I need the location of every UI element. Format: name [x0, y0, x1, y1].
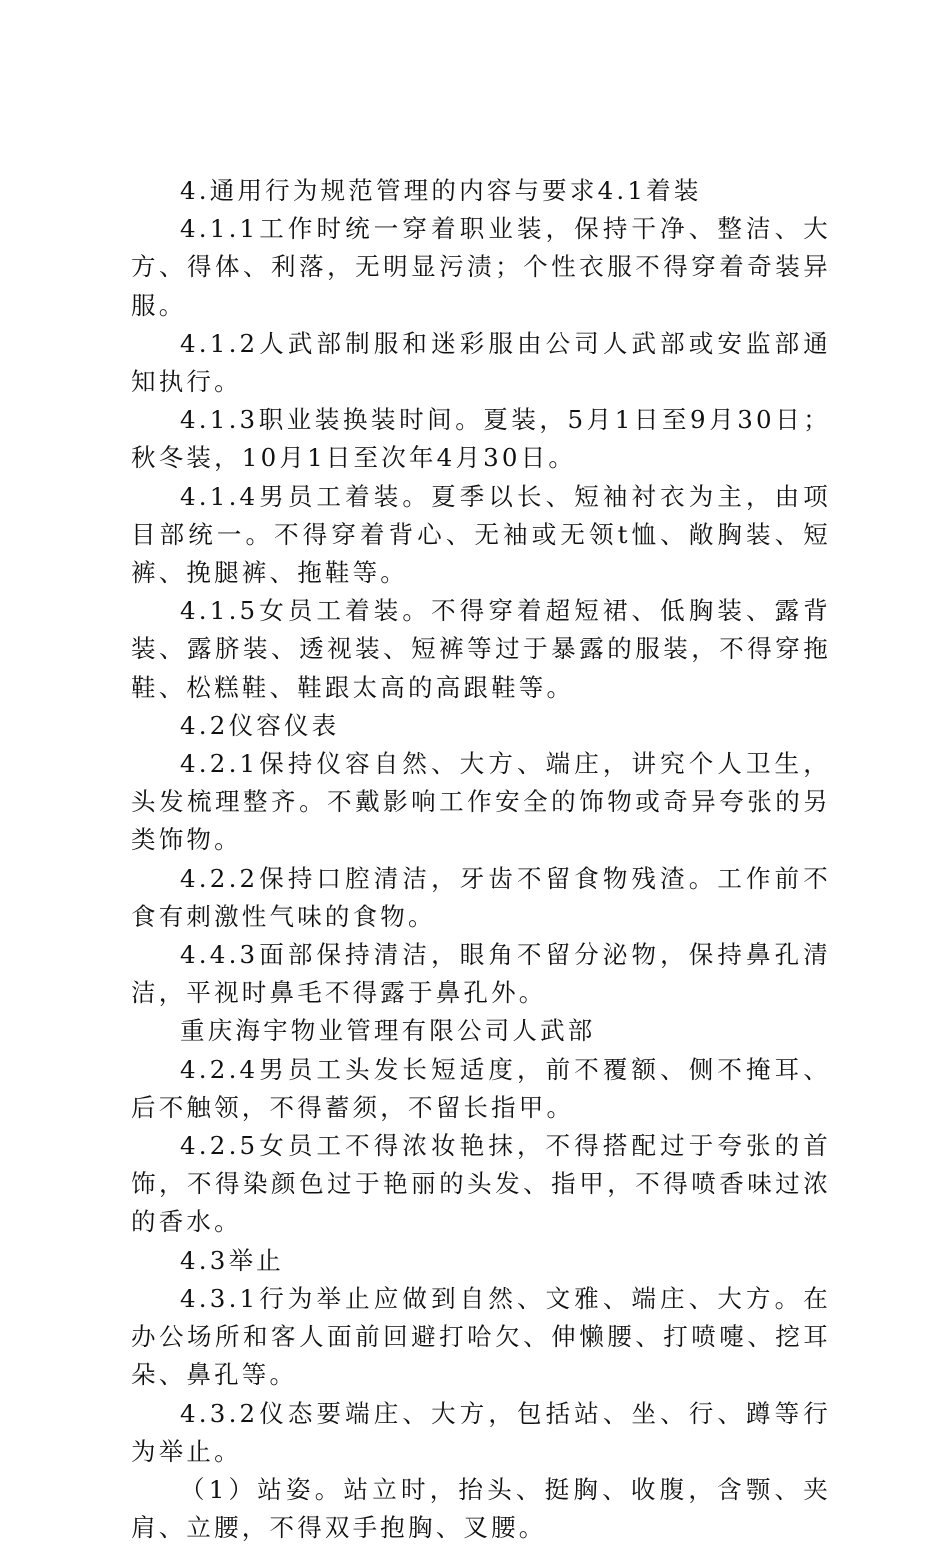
paragraph-4-3-heading: 4.3举止 — [180, 1245, 284, 1275]
paragraph-4-1-5: 4.1.5女员工着装。不得穿着超短裙、低胸装、露背装、露脐装、透视装、短裤等过于暴露的服装，不得穿拖鞋、松糕鞋、鞋跟太高的高跟鞋等。 — [131, 596, 831, 702]
paragraph-4-2-2: 4.2.2保持口腔清洁，牙齿不留食物残渣。工作前不食有刺激性气味的食物。 — [131, 863, 831, 931]
paragraph-4-2-5: 4.2.5女员工不得浓妆艳抹，不得搭配过于夸张的首饰，不得染颜色过于艳丽的头发、指甲，不得喷香味过浓的香水。 — [131, 1131, 831, 1237]
paragraph-4-1-1: 4.1.1工作时统一穿着职业装，保持干净、整洁、大方、得体、利落，无明显污渍；个性衣服不得穿着奇装异服。 — [131, 214, 831, 320]
paragraph-standing-posture: （1）站姿。站立时，抬头、挺胸、收腹，含颚、夹肩、立腰，不得双手抱胸、叉腰。 — [131, 1474, 831, 1543]
paragraph-4-3-2: 4.3.2仪态要端庄、大方，包括站、坐、行、蹲等行为举止。 — [131, 1398, 831, 1466]
paragraph-4-1-3: 4.1.3职业装换装时间。夏装，5月1日至9月30日；秋冬装，10月1日至次年4月30日。 — [131, 405, 831, 473]
document-body — [131, 172, 831, 1547]
paragraph-section-4-heading: 4.通用行为规范管理的内容与要求4.1着装 — [180, 176, 702, 205]
paragraph-4-2-4: 4.2.4男员工头发长短适度，前不覆额、侧不掩耳、后不触领，不得蓄须，不留长指甲。 — [131, 1054, 831, 1122]
paragraph-4-2-1: 4.2.1保持仪容自然、大方、端庄，讲究个人卫生，头发梳理整齐。不戴影响工作安全的饰物或奇异夸张的另类饰物。 — [131, 749, 831, 855]
paragraph-company-name: 重庆海宇物业管理有限公司人武部 — [180, 1016, 596, 1046]
paragraph-4-1-2: 4.1.2人武部制服和迷彩服由公司人武部或安监部通知执行。 — [131, 328, 831, 397]
paragraph-4-4-3: 4.4.3面部保持清洁，眼角不留分泌物，保持鼻孔清洁，平视时鼻毛不得露于鼻孔外。 — [131, 940, 831, 1008]
paragraph-4-1-4: 4.1.4男员工着装。夏季以长、短袖衬衣为主，由项目部统一。不得穿着背心、无袖或无领t恤、敞胸装、短裤、挽腿裤、拖鞋等。 — [131, 481, 831, 588]
paragraph-4-3-1: 4.3.1行为举止应做到自然、文雅、端庄、大方。在办公场所和客人面前回避打哈欠、伸懒腰、打喷嚏、挖耳朵、鼻孔等。 — [131, 1283, 831, 1390]
paragraph-4-2-heading: 4.2仪容仪表 — [180, 710, 340, 740]
